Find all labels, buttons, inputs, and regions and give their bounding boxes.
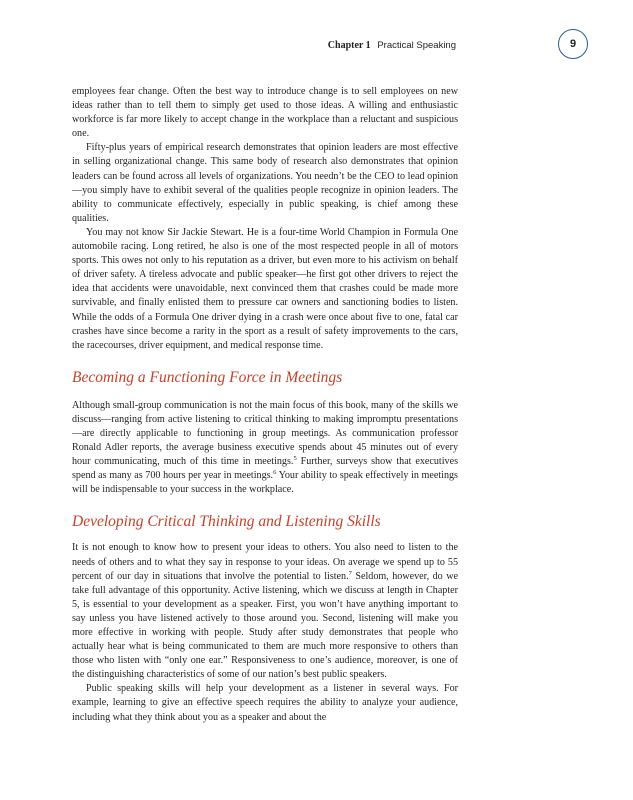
paragraph-4 xyxy=(72,399,458,498)
paragraph-4-text-b: Further, surveys show that executives spend as many as 700 hours per year in meetings. xyxy=(72,456,459,482)
chapter-label: Chapter 1 xyxy=(327,40,371,51)
paragraph-3: You may not know Sir Jackie Stewart. He is a four-time World Champion in Formula One automobile racing. Long retired, he also is one of the most respected people in all of motors sports. This owes not only to his reputation as a driver, but even more to his activism on behalf of driver safety. A tireless advocate and public speaker—he first got other drivers to reject the idea that accidents were unavoidable, next convinced them that crashes could be made more survivable, and finally enlisted them to pressure car owners and sanctioning bodies to listen. While the odds of a Formula One driver dying in a crash were once about five to one, fatal car crashes have since become a rarity in the sport as a result of safety improvements to the cars, the racecourses, driver equipment, and medical response time. xyxy=(72,226,458,351)
paragraph-1: employees fear change. Often the best way to introduce change is to sell employees on new ideas rather than to tell them to simply get used to those ideas. A willing and enthusiastic workforce is far more likely to accept change in the workplace than a reluctant and suspicious one. xyxy=(72,86,458,140)
page-number xyxy=(558,29,588,59)
chapter-title: Practical Speaking xyxy=(377,40,456,51)
paragraph-5-text-b: Seldom, however, do we take full advantage of this opportunity. Active listening, which we discuss at length in Chapter 5, is essential to your development as a speaker. First, you won’t have anything important to say unless you have listened actively to those around you. Second, listening will make you more effective in working with people. Study after study demonstrates that people who actually hear what is being communicated to them are much more responsive to others than those who listen with “only one ear.” Responsiveness to one’s audience, moreover, is one of the distinguishing characteristics of some of our nation’s best public speakers. xyxy=(72,570,458,681)
paragraph-2: Fifty-plus years of empirical research demonstrates that opinion leaders are most effective in selling organizational change. This same body of research also demonstrates that opinion leaders can be found across all levels of organizations. You needn’t be the CEO to lead opinion—you simply have to exhibit several of the qualities people recognize in opinion leaders. The ability to communicate effectively, especially in public speaking, is chief among these qualities. xyxy=(72,142,458,224)
footnote-ref-5: 5 xyxy=(293,455,297,463)
footnote-ref-7: 7 xyxy=(348,569,352,577)
paragraph-5-text-a: It is not enough to know how to present your ideas to others. You also need to listen to the needs of others and to what they say in response to your ideas. On average we spend up to 55 percent of our day in situations that involve the potential to listen. xyxy=(72,542,458,582)
paragraph-6: Public speaking skills will help your development as a listener in several ways. For example, learning to give an effective speech requires the ability to analyze your audience, including what they think about you as a speaker and about the xyxy=(72,683,458,723)
section-heading-meetings: Becoming a Functioning Force in Meetings xyxy=(72,368,343,386)
paragraph-4-text-c: Your ability to speak effectively in meetings will be indispensable to your success in the workplace. xyxy=(72,470,458,496)
page-number-text: 9 xyxy=(569,38,577,50)
section-heading-critical-thinking: Developing Critical Thinking and Listening Skills xyxy=(72,513,381,531)
paragraph-4-text-a: Although small-group communication is not the main focus of this book, many of the skills we discuss—ranging from active listening to critical thinking to making impromptu presentations—are directly applicable to functioning in group meetings. As communication professor Ronald Adler reports, the average business executive spends about 45 minutes out of every hour communicating, much of this time in meetings. xyxy=(72,399,458,468)
running-head xyxy=(328,40,456,51)
paragraph-5 xyxy=(72,541,458,682)
page-body xyxy=(72,85,458,725)
footnote-ref-6: 6 xyxy=(273,469,277,477)
